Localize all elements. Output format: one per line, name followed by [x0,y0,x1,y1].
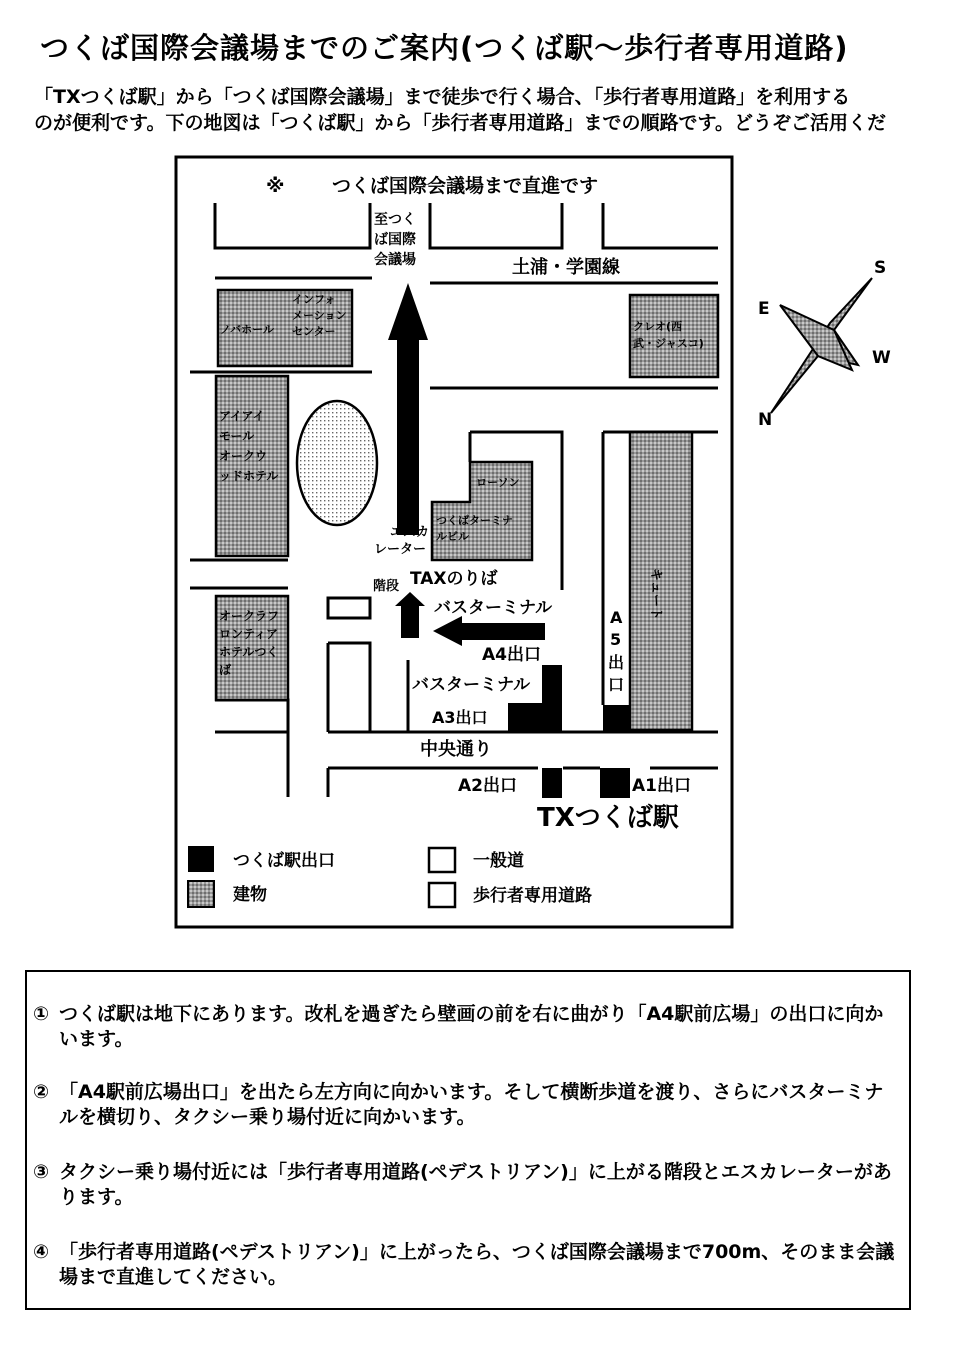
building-terminal-label-1: つくばターミナ [436,514,513,527]
exit-a2-block [542,768,562,798]
building-info-label-1: インフォ [292,293,336,306]
legend-exit-label: つくば駅出口 [233,851,335,871]
step-3-text: タクシー乗り場付近には「歩行者専用道路(ペデストリアン)」に上がる階段とエスカレーターがあります。 [59,1161,892,1208]
exit-a4-block [542,665,562,733]
exit-a3-label: A3出口 [432,708,488,727]
exit-a1-label: A1出口 [632,776,691,796]
station-label: TXつくば駅 [537,803,679,833]
intro-line-1: 「TXつくば駅」から「つくば国際会議場」まで徒歩で行く場合、「歩行者専用道路」を利用する [34,86,851,108]
legend-road-label: 一般道 [473,851,524,871]
step-1-text: つくば駅は地下にあります。改札を過ぎたら壁画の前を右に曲がり「A4駅前広場」の出口に向かいます。 [59,1003,884,1050]
building-qt-label: キュート [648,568,663,621]
building-creo-label-2: 武・ジャスコ) [633,337,704,350]
building-ai-label-4: ッドホテル [219,469,279,483]
page-title: つくば国際会議場までのご案内(つくば駅～歩行者専用道路) [40,31,849,65]
step-2-num: ② [33,1081,50,1103]
to-center-3: 会議場 [374,252,416,268]
to-center-2: ば国際 [374,232,416,248]
exit-a5-block [603,705,631,732]
building-ai-label-1: アイアイ [219,409,265,423]
note-mark: ※ [266,175,285,197]
building-ai-label-2: モール [219,429,255,443]
step-4 [33,1240,899,1290]
to-center-1: 至つく [374,212,416,228]
legend-exit-swatch [188,846,214,872]
building-okura-label-1: オークラフ [219,609,280,623]
step-3-num: ③ [33,1161,50,1183]
building-lawson-label: ローソン [476,476,520,489]
step-2-text: 「A4駅前広場出口」を出たら左方向に向かいます。そして横断歩道を渡り、さらにバスターミナルを横切り、タクシー乗り場付近に向かいます。 [59,1081,884,1128]
legend-building-label: 建物 [233,885,267,905]
bus-terminal-label-2: バスターミナル [412,675,531,695]
exit-a1-block [600,768,630,798]
exit-a5-label-4: 口 [608,675,625,694]
escalator-label-1: エスカ [390,525,430,540]
exit-a4-label: A4出口 [482,645,541,665]
compass-w: W [872,348,891,368]
escalator-label-2: レーター [374,542,427,557]
compass-e: E [758,299,770,319]
instructions-box [25,970,911,1310]
road-chuo: 中央通り [420,739,492,760]
building-info-label-2: メーション [292,309,347,322]
building-okura-label-2: ロンティア [219,627,279,641]
intro-line-2: のが便利です。下の地図は「つくば駅」から「歩行者専用道路」までの順路です。どうぞご活用くだ [34,112,886,134]
legend-road-swatch [429,848,455,872]
exit-a3-block [508,703,544,733]
step-1-num: ① [33,1003,50,1025]
building-info-label-3: センター [292,325,336,338]
exit-a5-label-2: 5 [610,630,622,649]
building-okura-label-3: ホテルつく [219,645,279,659]
compass-n: N [758,410,773,430]
step-1 [33,1002,899,1052]
building-nova-label: ノバホール [220,323,274,336]
exit-a2-label: A2出口 [458,776,517,796]
legend-ped-label: 歩行者専用道路 [473,886,592,906]
building-creo [630,295,718,377]
building-creo-label-1: クレオ(西 [633,320,683,333]
step-4-num: ④ [33,1241,50,1263]
bus-terminal-label-1: バスターミナル [434,598,553,618]
building-ai-mall [216,376,288,556]
taxi-label: TAXのりば [410,569,498,589]
exit-a5-label-3: 出 [608,653,625,672]
compass-icon [758,258,891,430]
step-4-text: 「歩行者専用道路(ペデストリアン)」に上がったら、つくば国際会議場まで700m、そのまま会議場まで直進してください。 [59,1241,895,1288]
compass-s: S [874,258,887,278]
step-3 [33,1160,899,1210]
legend-ped-swatch [429,883,455,907]
stairs-label: 階段 [373,579,400,594]
direct-note: つくば国際会議場まで直進です [332,175,599,197]
building-ai-label-3: オークウ [219,449,268,463]
exit-a5-label-1: A [610,608,623,627]
legend-building-swatch [188,881,214,907]
building-okura-label-4: ば [219,663,232,677]
step-2 [33,1080,899,1130]
park [297,401,377,525]
building-terminal-label-2: ルビル [436,530,469,543]
road-tsuchiura: 土浦・学園線 [512,257,620,278]
